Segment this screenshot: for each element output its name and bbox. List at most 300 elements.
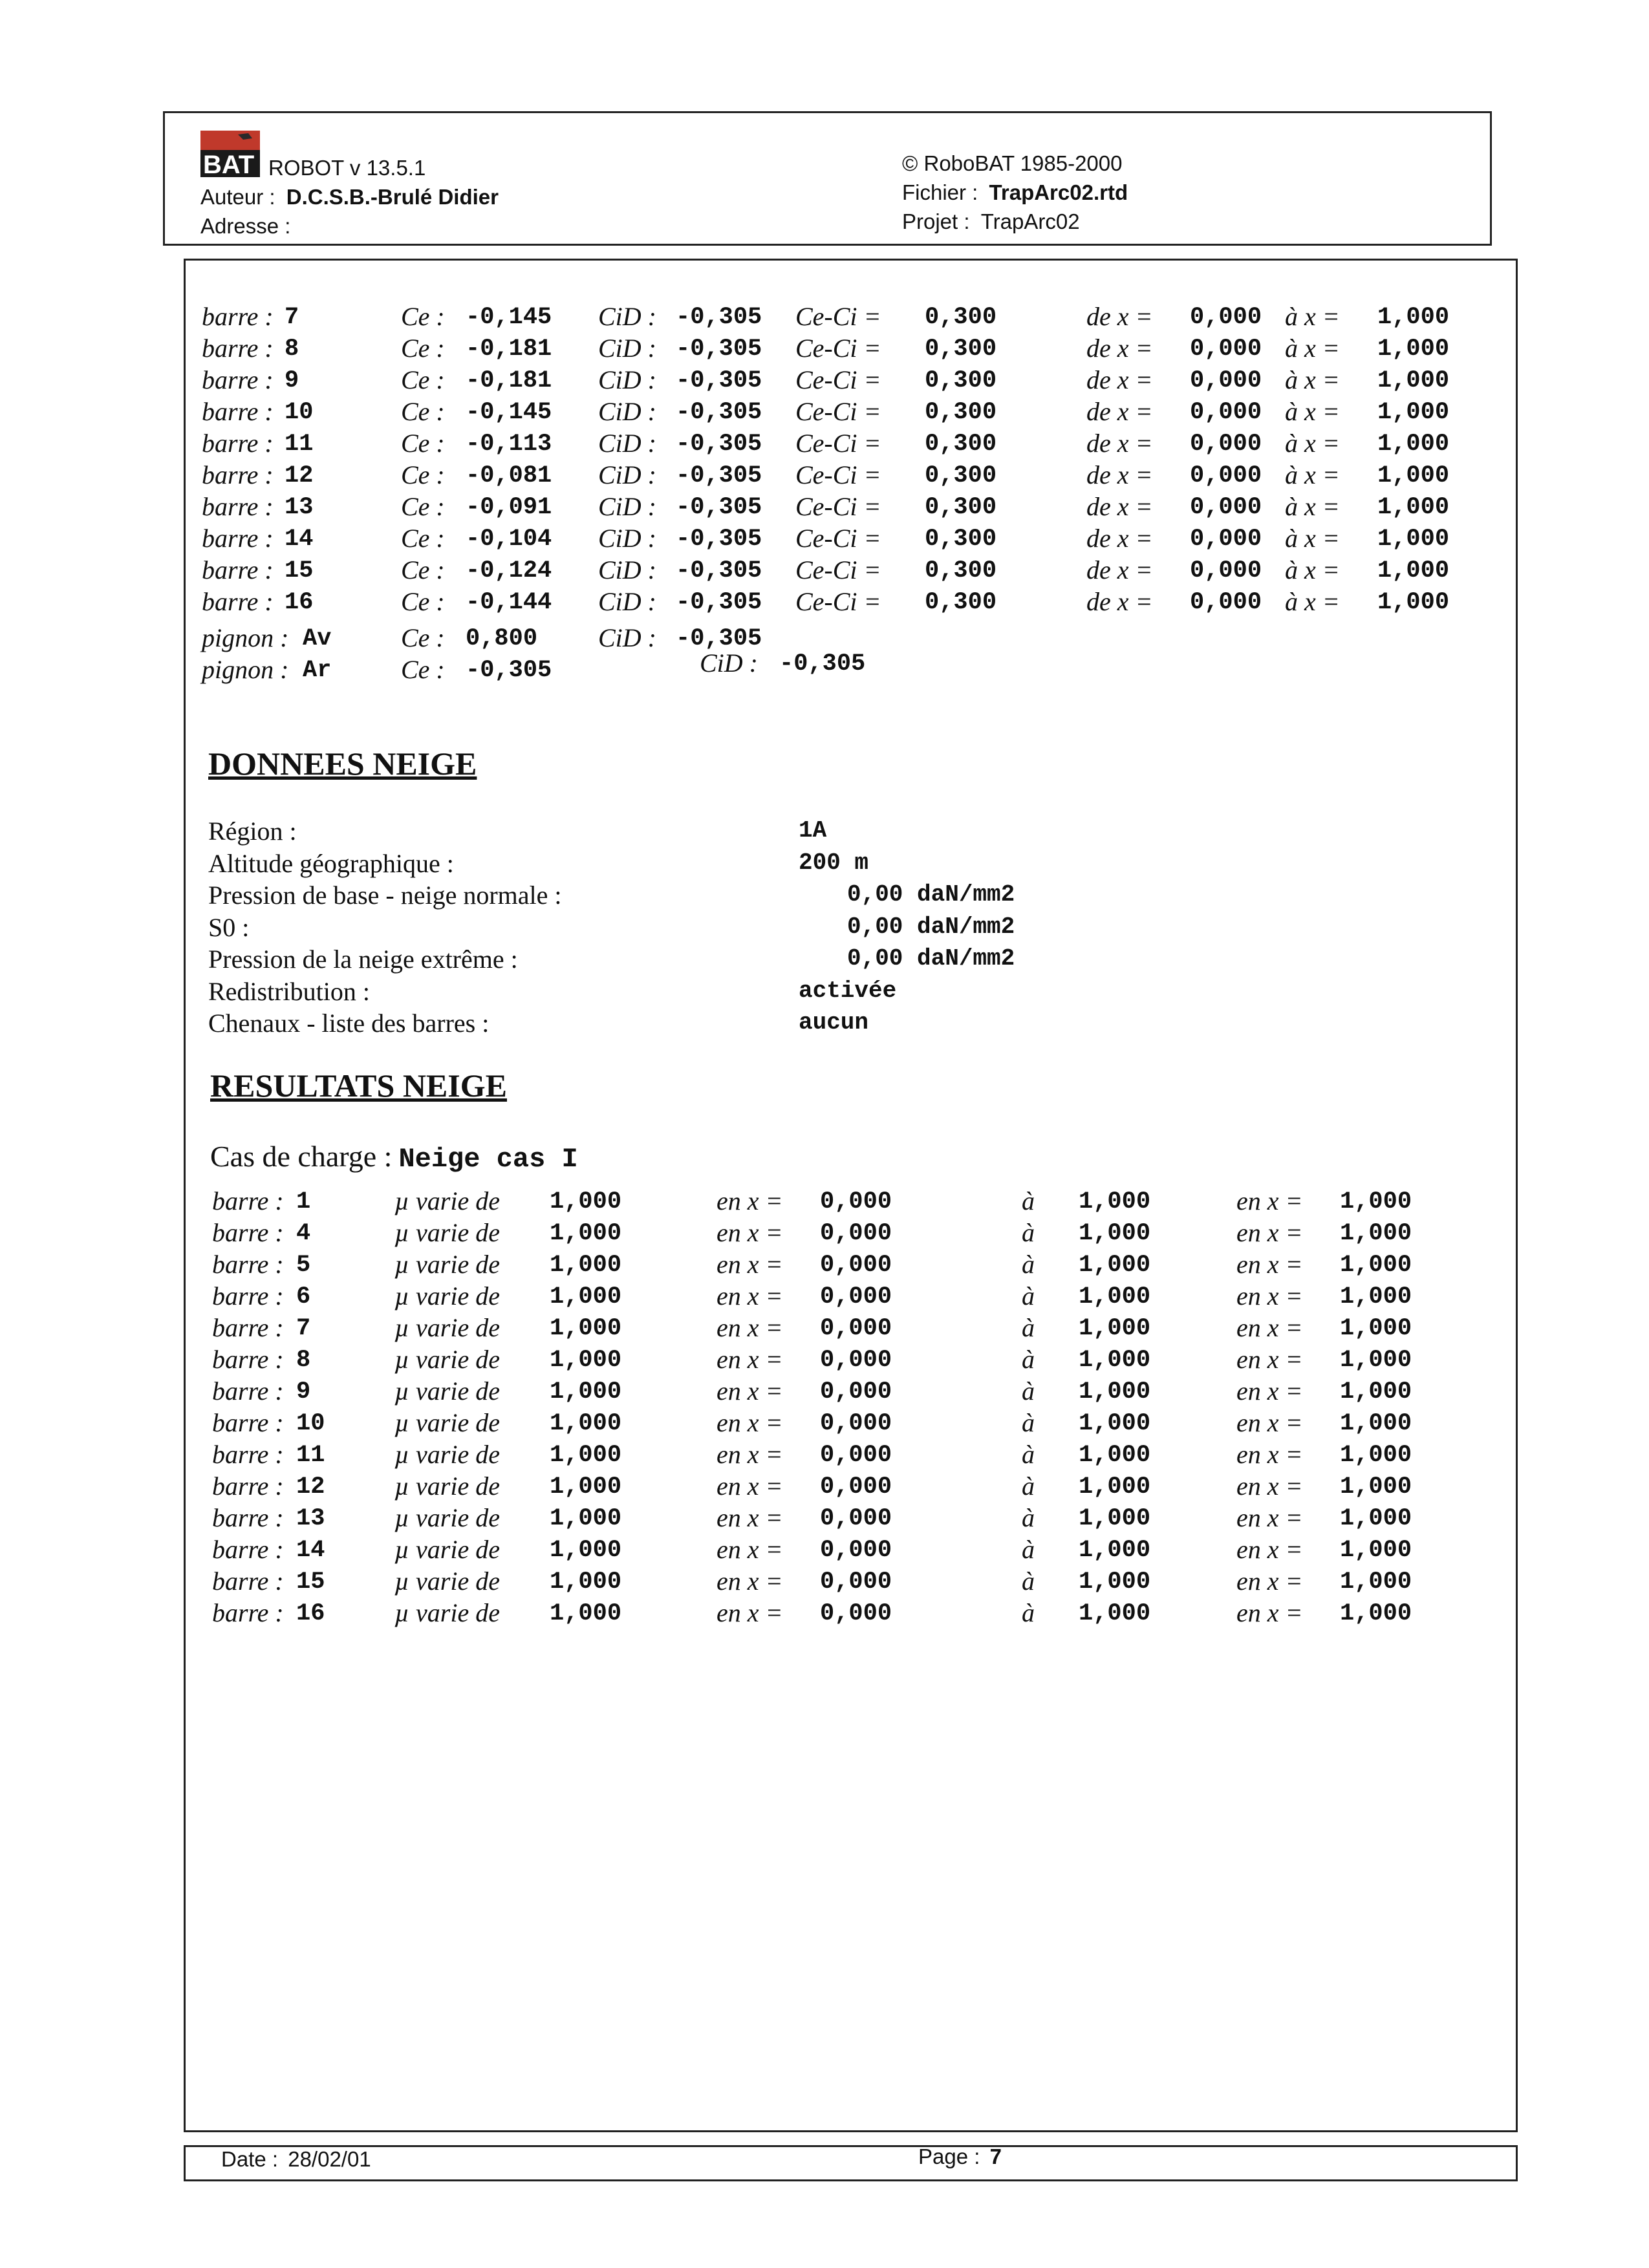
en-x-value: 0,000 [820,1568,892,1596]
ce-ci-value: 0,300 [925,557,997,584]
ce-label: Ce : [401,555,445,584]
a-value: 1,000 [1079,1473,1151,1501]
de-x-label: de x = [1086,397,1153,426]
de-x-value: 0,000 [1190,431,1262,458]
ce-ci-value: 0,300 [925,399,997,426]
de-x-value: 0,000 [1190,462,1262,489]
a-x-label: à x = [1285,524,1340,553]
en-x-end-label: en x = [1236,1345,1303,1374]
bar-number: 14 [285,526,314,553]
en-x-label: en x = [717,1313,783,1342]
gable-side: Ar [303,657,332,684]
de-x-value: 0,000 [1190,336,1262,363]
en-x-label: en x = [717,1376,783,1406]
bar-label: barre : [202,587,274,616]
en-x-end-label: en x = [1236,1440,1303,1469]
a-label: à [1022,1408,1035,1437]
bar-label: barre : [212,1345,284,1374]
footer-date [221,2146,371,2172]
en-x-end-label: en x = [1236,1408,1303,1437]
en-x-end-value: 1,000 [1340,1378,1412,1406]
ce-label: Ce : [401,365,445,394]
a-value: 1,000 [1079,1283,1151,1311]
en-x-label: en x = [717,1471,783,1501]
a-x-value: 1,000 [1377,336,1450,363]
bar-number: 7 [296,1315,311,1342]
a-x-label: à x = [1285,460,1340,489]
bar-label: barre : [212,1313,284,1342]
bar-label: barre : [212,1567,284,1596]
ce-value: -0,145 [466,304,552,331]
cid-value: -0,305 [676,526,762,553]
a-value: 1,000 [1079,1252,1151,1279]
bar-label: barre : [202,302,274,331]
snow-data-value: activée [799,977,897,1004]
bar-label: barre : [212,1218,284,1247]
de-x-value: 0,000 [1190,526,1262,553]
cid-label: CiD : [598,397,656,426]
mu-value: 1,000 [550,1347,622,1374]
ce-value: -0,181 [466,336,552,363]
en-x-label: en x = [717,1281,783,1311]
snow-data-label: Altitude géographique : [208,848,454,878]
a-value: 1,000 [1079,1188,1151,1215]
ce-label: Ce : [401,302,445,331]
snow-data-title: DONNEES NEIGE [208,745,477,782]
bar-number: 1 [296,1188,311,1215]
a-label: à [1022,1186,1035,1215]
bar-label: barre : [212,1440,284,1469]
cid-value: -0,305 [779,650,866,678]
cid-label: CiD : [598,555,656,584]
a-value: 1,000 [1079,1378,1151,1406]
cid-label: CiD : [598,334,656,363]
cid-label: CiD : [598,623,656,652]
en-x-value: 0,000 [820,1442,892,1469]
mu-value: 1,000 [550,1220,622,1247]
cid-value: -0,305 [676,462,762,489]
cid-value: -0,305 [676,494,762,521]
bar-number: 15 [285,557,314,584]
en-x-value: 0,000 [820,1505,892,1532]
bar-label: barre : [212,1503,284,1532]
a-value: 1,000 [1079,1505,1151,1532]
ce-label: Ce : [401,334,445,363]
a-value: 1,000 [1079,1315,1151,1342]
de-x-value: 0,000 [1190,304,1262,331]
a-x-value: 1,000 [1377,367,1450,394]
robobat-logo [200,131,260,177]
en-x-label: en x = [717,1535,783,1564]
en-x-end-label: en x = [1236,1598,1303,1627]
file-value: TrapArc02.rtd [989,180,1128,204]
de-x-label: de x = [1086,334,1153,363]
project-label: Projet : [902,209,970,233]
bar-number: 4 [296,1220,311,1247]
ce-value: -0,124 [466,557,552,584]
en-x-end-label: en x = [1236,1218,1303,1247]
bar-label: barre : [212,1535,284,1564]
en-x-end-value: 1,000 [1340,1473,1412,1501]
author-label: Auteur : [200,185,275,209]
cid-value: -0,305 [676,399,762,426]
mu-value: 1,000 [550,1600,622,1627]
ce-value: -0,113 [466,431,552,458]
bar-label: barre : [212,1281,284,1311]
snow-results-title: RESULTATS NEIGE [210,1067,507,1104]
snow-data-value: 0,00 daN/mm2 [847,881,1015,908]
a-x-label: à x = [1285,302,1340,331]
ce-ci-label: Ce-Ci = [795,524,881,553]
ce-ci-value: 0,300 [925,304,997,331]
ce-label: Ce : [401,397,445,426]
ce-label: Ce : [401,655,445,684]
bar-label: barre : [202,334,274,363]
ce-value: -0,305 [466,657,552,684]
a-x-value: 1,000 [1377,526,1450,553]
mu-value: 1,000 [550,1505,622,1532]
ce-ci-label: Ce-Ci = [795,587,881,616]
snow-data-label: Chenaux - liste des barres : [208,1009,490,1038]
de-x-label: de x = [1086,555,1153,584]
bar-number: 14 [296,1537,325,1564]
ce-ci-label: Ce-Ci = [795,397,881,426]
bar-label: barre : [202,397,274,426]
ce-ci-label: Ce-Ci = [795,365,881,394]
mu-label: µ varie de [394,1313,500,1342]
en-x-label: en x = [717,1503,783,1532]
ce-label: Ce : [401,524,445,553]
page-label: Page : [918,2145,980,2168]
en-x-value: 0,000 [820,1600,892,1627]
ce-ci-value: 0,300 [925,336,997,363]
project-line [902,209,1080,235]
snow-data-value: aucun [799,1009,869,1036]
ce-ci-label: Ce-Ci = [795,334,881,363]
en-x-end-label: en x = [1236,1471,1303,1501]
copyright: © RoboBAT 1985-2000 [902,151,1123,175]
cid-label: CiD : [598,365,656,394]
a-x-label: à x = [1285,397,1340,426]
ce-ci-value: 0,300 [925,526,997,553]
en-x-value: 0,000 [820,1347,892,1374]
de-x-label: de x = [1086,302,1153,331]
mu-value: 1,000 [550,1188,622,1215]
ce-label: Ce : [401,460,445,489]
de-x-label: de x = [1086,365,1153,394]
ce-ci-value: 0,300 [925,367,997,394]
page-value: 7 [989,2145,1002,2168]
mu-value: 1,000 [550,1442,622,1469]
a-value: 1,000 [1079,1442,1151,1469]
de-x-label: de x = [1086,460,1153,489]
en-x-label: en x = [717,1218,783,1247]
ce-label: Ce : [401,587,445,616]
en-x-value: 0,000 [820,1315,892,1342]
ce-ci-label: Ce-Ci = [795,460,881,489]
author-line [200,184,499,210]
bar-label: barre : [202,524,274,553]
en-x-end-value: 1,000 [1340,1410,1412,1437]
bar-number: 9 [296,1378,311,1406]
en-x-label: en x = [717,1186,783,1215]
project-value: TrapArc02 [980,209,1080,233]
mu-label: µ varie de [394,1598,500,1627]
ce-value: -0,145 [466,399,552,426]
ce-value: -0,144 [466,589,552,616]
cid-value: -0,305 [676,431,762,458]
bar-label: barre : [202,492,274,521]
bar-number: 11 [296,1442,325,1469]
mu-label: µ varie de [394,1281,500,1311]
a-x-label: à x = [1285,587,1340,616]
en-x-value: 0,000 [820,1378,892,1406]
snow-data-value: 1A [799,817,827,844]
ce-value: -0,081 [466,462,552,489]
en-x-label: en x = [717,1345,783,1374]
bar-label: barre : [212,1471,284,1501]
bar-number: 13 [285,494,314,521]
mu-label: µ varie de [394,1250,500,1279]
cid-label: CiD : [598,492,656,521]
a-label: à [1022,1313,1035,1342]
bar-number: 7 [285,304,299,331]
a-x-value: 1,000 [1377,557,1450,584]
a-x-label: à x = [1285,334,1340,363]
a-x-value: 1,000 [1377,589,1450,616]
mu-value: 1,000 [550,1315,622,1342]
bar-number: 13 [296,1505,325,1532]
bar-number: 15 [296,1568,325,1596]
bar-label: barre : [212,1250,284,1279]
a-label: à [1022,1503,1035,1532]
ce-value: -0,091 [466,494,552,521]
cid-value: -0,305 [676,336,762,363]
gable-label: pignon : [202,655,289,684]
cid-value: -0,305 [676,367,762,394]
a-value: 1,000 [1079,1347,1151,1374]
a-label: à [1022,1218,1035,1247]
mu-label: µ varie de [394,1218,500,1247]
bar-label: barre : [212,1186,284,1215]
bar-label: barre : [202,429,274,458]
cid-label: CiD : [598,587,656,616]
bar-label: barre : [202,555,274,584]
en-x-end-label: en x = [1236,1535,1303,1564]
a-value: 1,000 [1079,1568,1151,1596]
cid-label: CiD : [598,302,656,331]
a-x-label: à x = [1285,365,1340,394]
ce-ci-value: 0,300 [925,462,997,489]
mu-value: 1,000 [550,1283,622,1311]
cid-value: -0,305 [676,304,762,331]
en-x-value: 0,000 [820,1283,892,1311]
bar-label: barre : [202,460,274,489]
app-version: ROBOT v 13.5.1 [268,156,426,180]
a-label: à [1022,1567,1035,1596]
en-x-label: en x = [717,1250,783,1279]
ce-label: Ce : [401,623,445,652]
bar-number: 16 [296,1600,325,1627]
author-value: D.C.S.B.-Brulé Didier [286,185,499,209]
mu-label: µ varie de [394,1535,500,1564]
cid-value: -0,305 [676,557,762,584]
en-x-end-value: 1,000 [1340,1442,1412,1469]
ce-value: 0,800 [466,625,538,652]
ce-ci-label: Ce-Ci = [795,492,881,521]
mu-label: µ varie de [394,1345,500,1374]
ce-ci-label: Ce-Ci = [795,302,881,331]
a-value: 1,000 [1079,1537,1151,1564]
en-x-end-label: en x = [1236,1567,1303,1596]
en-x-value: 0,000 [820,1188,892,1215]
en-x-end-value: 1,000 [1340,1537,1412,1564]
a-x-label: à x = [1285,492,1340,521]
cid-label: CiD : [598,429,656,458]
en-x-end-value: 1,000 [1340,1283,1412,1311]
en-x-label: en x = [717,1598,783,1627]
en-x-end-label: en x = [1236,1503,1303,1532]
load-case [210,1139,578,1175]
logo-text: BAT [203,151,255,177]
a-label: à [1022,1471,1035,1501]
cid-label: CiD : [700,648,758,678]
en-x-end-label: en x = [1236,1313,1303,1342]
ce-ci-value: 0,300 [925,431,997,458]
a-x-value: 1,000 [1377,462,1450,489]
footer-page [918,2144,1002,2170]
de-x-label: de x = [1086,492,1153,521]
snow-data-value: 0,00 daN/mm2 [847,913,1015,940]
en-x-end-value: 1,000 [1340,1600,1412,1627]
de-x-value: 0,000 [1190,589,1262,616]
a-value: 1,000 [1079,1410,1151,1437]
a-label: à [1022,1376,1035,1406]
snow-data-label: Pression de la neige extrême : [208,945,518,974]
snow-data-value: 0,00 daN/mm2 [847,945,1015,972]
bar-number: 10 [296,1410,325,1437]
mu-label: µ varie de [394,1186,500,1215]
bar-number: 10 [285,399,314,426]
cid-label: CiD : [598,460,656,489]
de-x-value: 0,000 [1190,367,1262,394]
a-x-label: à x = [1285,555,1340,584]
en-x-end-value: 1,000 [1340,1220,1412,1247]
ce-ci-value: 0,300 [925,589,997,616]
en-x-label: en x = [717,1567,783,1596]
bar-label: barre : [212,1376,284,1406]
cid-label: CiD : [598,524,656,553]
file-line [902,180,1128,206]
ce-value: -0,181 [466,367,552,394]
en-x-label: en x = [717,1408,783,1437]
de-x-label: de x = [1086,429,1153,458]
mu-value: 1,000 [550,1568,622,1596]
a-label: à [1022,1250,1035,1279]
en-x-end-label: en x = [1236,1376,1303,1406]
snow-data-label: Pression de base - neige normale : [208,881,562,910]
ce-value: -0,104 [466,526,552,553]
en-x-end-label: en x = [1236,1186,1303,1215]
a-x-value: 1,000 [1377,431,1450,458]
gable-side: Av [303,625,332,652]
snow-data-value: 200 m [799,849,869,876]
address-label: Adresse : [200,214,291,238]
a-x-value: 1,000 [1377,304,1450,331]
snow-data-label: S0 : [208,912,250,942]
ce-label: Ce : [401,492,445,521]
load-case-label: Cas de charge : [210,1140,393,1173]
de-x-value: 0,000 [1190,494,1262,521]
mu-label: µ varie de [394,1440,500,1469]
snow-data-label: Redistribution : [208,976,370,1006]
cid-value: -0,305 [676,589,762,616]
cid-value: -0,305 [676,625,762,652]
a-label: à [1022,1345,1035,1374]
ce-label: Ce : [401,429,445,458]
en-x-value: 0,000 [820,1473,892,1501]
mu-label: µ varie de [394,1503,500,1532]
en-x-end-label: en x = [1236,1281,1303,1311]
bar-number: 12 [296,1473,325,1501]
a-value: 1,000 [1079,1600,1151,1627]
mu-label: µ varie de [394,1408,500,1437]
mu-label: µ varie de [394,1376,500,1406]
mu-value: 1,000 [550,1410,622,1437]
bar-number: 8 [296,1347,311,1374]
de-x-label: de x = [1086,587,1153,616]
mu-value: 1,000 [550,1473,622,1501]
date-label: Date : [221,2147,279,2171]
a-label: à [1022,1281,1035,1311]
mu-value: 1,000 [550,1252,622,1279]
ce-ci-label: Ce-Ci = [795,429,881,458]
ce-ci-label: Ce-Ci = [795,555,881,584]
bar-number: 9 [285,367,299,394]
de-x-value: 0,000 [1190,557,1262,584]
en-x-end-value: 1,000 [1340,1505,1412,1532]
bar-number: 12 [285,462,314,489]
bar-label: barre : [212,1408,284,1437]
load-case-value: Neige cas I [398,1144,578,1175]
bar-number: 8 [285,336,299,363]
mu-label: µ varie de [394,1567,500,1596]
a-x-value: 1,000 [1377,494,1450,521]
en-x-value: 0,000 [820,1537,892,1564]
bar-number: 5 [296,1252,311,1279]
ce-ci-value: 0,300 [925,494,997,521]
en-x-end-value: 1,000 [1340,1252,1412,1279]
a-label: à [1022,1535,1035,1564]
file-label: Fichier : [902,180,978,204]
de-x-value: 0,000 [1190,399,1262,426]
en-x-value: 0,000 [820,1410,892,1437]
bar-label: barre : [202,365,274,394]
mu-value: 1,000 [550,1537,622,1564]
bar-number: 6 [296,1283,311,1311]
bar-number: 11 [285,431,314,458]
a-value: 1,000 [1079,1220,1151,1247]
snow-data-label: Région : [208,817,297,846]
en-x-end-value: 1,000 [1340,1568,1412,1596]
mu-label: µ varie de [394,1471,500,1501]
en-x-end-value: 1,000 [1340,1188,1412,1215]
mu-value: 1,000 [550,1378,622,1406]
en-x-end-value: 1,000 [1340,1315,1412,1342]
bar-number: 16 [285,589,314,616]
de-x-label: de x = [1086,524,1153,553]
a-label: à [1022,1440,1035,1469]
